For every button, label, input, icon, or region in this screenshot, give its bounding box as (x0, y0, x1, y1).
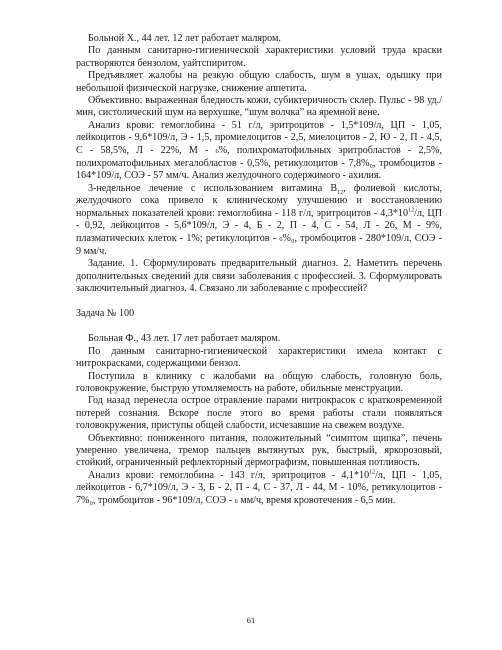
case1-treatment-text-d: %₀, тромбоцитов - 280*109/л, СОЭ - 9 мм/ч. (76, 232, 442, 257)
case1-exponent: 12 (408, 207, 415, 214)
case1-retic-small-value: 6 (279, 235, 283, 243)
case1-treatment-text-a: 3-недельное лечение с использованием витамина В (88, 182, 338, 194)
case1-blood-analysis-paragraph (76, 120, 442, 183)
case2-blood-text-c: мм/ч, время кровотечения - 6,5 мин. (237, 494, 396, 506)
case2-exponent: 12 (369, 469, 376, 476)
case1-blood-text-a: Анализ крови: гемоглобина - 51 г/л, эритроцитов - 1,5*109/л, ЦП - 1,05, лейкоцитов - 9,6*109/л, Э - 1,5, промиелоцитов - 2,5, миелоцитов - 2, Ю - 2, П - 4,5, С - 58,5%, Л - 22%, М - (76, 119, 442, 156)
case2-hygiene-paragraph: По данным санитарно-гигиенической характеристики имела контакт с нитрокрасками, содержащими бензол. (76, 345, 442, 370)
case2-patient-line: Больная Ф., 43 лет. 17 лет работает маляром. (88, 333, 281, 345)
case2-blood-text-b: /л, ЦП - 1,05, лейкоцитов - 6,7*109/л, Э - 3, Б - 2, П - 4, С - 37, Л - 44, М - 10%, ретикулоцитов - 7%₀, тромбоцитов - 96*109/л, СОЭ - (76, 469, 442, 506)
case1-task-paragraph: Задание. 1. Сформулировать предварительный диагноз. 2. Наметить перечень дополнительных сведений для связи заболевания с профессией. 3. Сформулировать заключительный диагноз. 4. Связано ли заболевание с профессией? (76, 258, 442, 295)
case1-treatment-paragraph (76, 183, 442, 258)
case1-treatment-text-b: , фолиевой кислоты, желудочного сока привело к клиническому улучшению и восстановлению нормальных показателей крови: гемоглобина - 118 г/л, эритроцитов - 4,3*10 (76, 182, 442, 219)
case1-objective-paragraph: Объективно: выраженная бледность кожи, субиктеричность склер. Пульс - 98 уд./мин, систолический шум на верхушке, “шум волчка” на яремной вене. (76, 95, 442, 119)
spacer (76, 296, 442, 308)
task-title: Задача № 100 (76, 307, 135, 319)
case2-esr-small-value: 6 (234, 497, 238, 505)
document-body (76, 33, 442, 508)
case2-complaints-paragraph: Поступила в клинику с жалобами на общую слабость, головную боль, головокружение, быструю утомляемость на работе, обильные менструации. (76, 370, 442, 394)
case2-objective-paragraph: Объективно: пониженного питания, положительный “симптом щипка”, печень умеренно увеличена, тремор пальцев вытянутых рук, быстрый, яркорозовый, стойкий, ограниченный рефлекторный дермографизм, повышенная потливость. (76, 432, 442, 469)
case2-blood-analysis-paragraph (76, 470, 442, 508)
case1-treatment-text-c: /л, ЦП - 0,92, лейкоцитов - 5,6*109/л, Э - 4, Б - 2, П - 4, С - 54, Л - 26, М - 9%, плазматических клеток - 1%; ретикулоцитов - (76, 207, 442, 244)
page-number: 61 (246, 615, 256, 625)
case1-complaints-paragraph: Предъявляет жалобы на резкую общую слабость, шум в ушах, одышку при небольшой физической нагрузке, снижение аппетита. (76, 70, 442, 94)
case1-blood-small-value: 6 (215, 147, 219, 155)
case1-blood-text-b: %, полихроматофильных эритробластов - 2,5%, полихроматофильных мегалобластов - 0,5%, ретикулоцитов - 7,8%₀, тромбоцитов - 164*109/л, СОЭ - 57 мм/ч. Анализ желудочного содержимого - ахилия. (76, 144, 442, 182)
case1-hygiene-paragraph: По данным санитарно-гигиенической характеристики условий труда краски растворяются бензолом, уайтспиритом. (76, 45, 442, 69)
case1-vitamin-subscript: 12 (337, 189, 344, 196)
case1-patient-line: Больной Х., 44 лет. 12 лет работает маляром. (88, 33, 281, 44)
case2-history-paragraph: Год назад перенесла острое отравление парами нитрокрасок с кратковременной потерей сознания. Вскоре после этого во время работы стали появляться головокружения, приступы общей слабости, исчезавшие на свежем воздухе. (76, 395, 442, 432)
case2-blood-text-a: Анализ крови: гемоглобина - 143 г/л, эритроцитов - 4,1*10 (88, 469, 370, 481)
spacer (76, 320, 442, 333)
